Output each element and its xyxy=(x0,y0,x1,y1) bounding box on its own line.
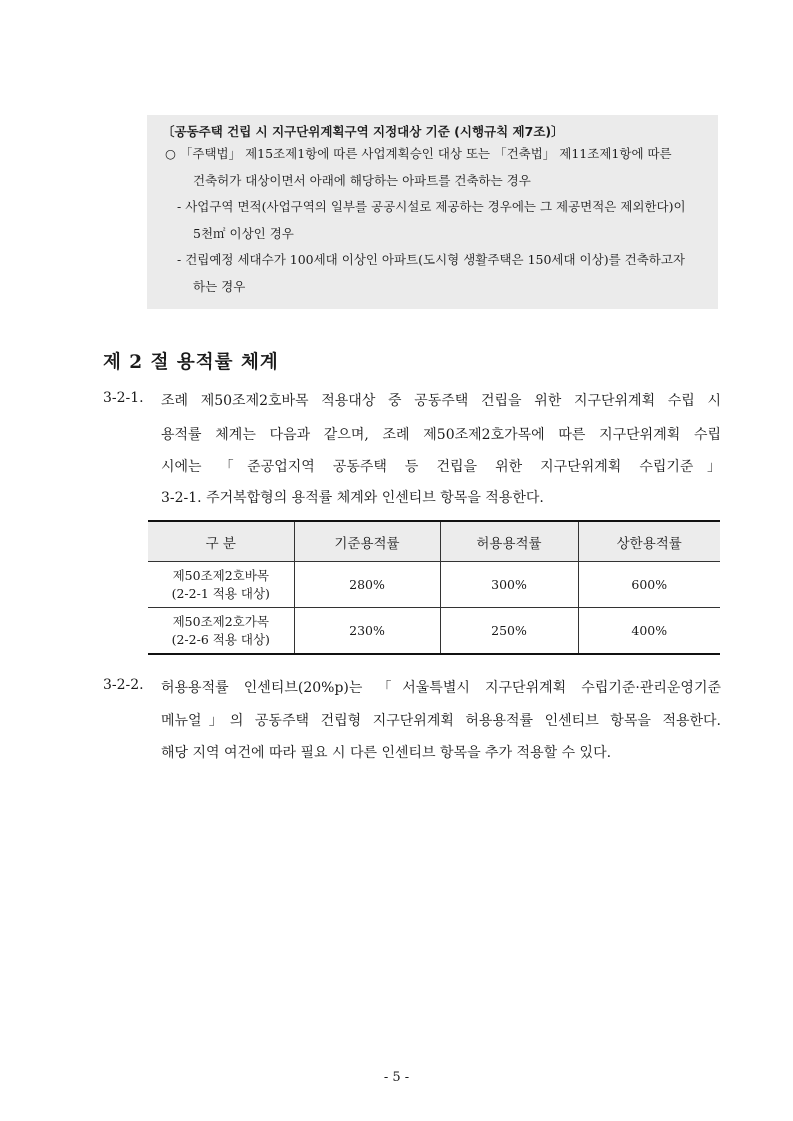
section-title: 제 2 절 용적률 체계 xyxy=(103,352,279,373)
table-header: 구 분 xyxy=(148,521,294,562)
criteria-line: 건축허가 대상이면서 아래에 해당하는 아파트를 건축하는 경우 xyxy=(193,172,531,188)
paragraph-line: 조례 제50조제2호바목 적용대상 중 공동주택 건립을 위한 지구단위계획 수립 시 xyxy=(161,393,721,409)
paragraph-line: 시에는 「준공업지역 공동주택 등 건립을 위한 지구단위계획 수립기준」 xyxy=(161,459,721,475)
table-cell: 280% xyxy=(294,562,440,608)
table-cell: 250% xyxy=(440,608,578,655)
paragraph-3-2-1 xyxy=(103,390,721,510)
table-cell: 600% xyxy=(578,562,720,608)
row-label-line: (2-2-1 적용 대상) xyxy=(171,585,270,601)
paragraph-line: 허용용적률 인센티브(20%p)는 「서울특별시 지구단위계획 수립기준·관리운영기준 xyxy=(161,680,721,696)
row-label-line: (2-2-6 적용 대상) xyxy=(171,631,270,647)
table-row xyxy=(148,562,720,608)
paragraph-3-2-2 xyxy=(103,677,721,767)
table-header-row xyxy=(148,521,720,562)
paragraph-line: 3-2-1. 주거복합형의 용적률 체계와 인센티브 항목을 적용한다. xyxy=(161,490,544,506)
table-header: 허용용적률 xyxy=(440,521,578,562)
far-table xyxy=(148,520,720,655)
paragraph-number: 3-2-1. xyxy=(103,390,144,406)
table-cell: 300% xyxy=(440,562,578,608)
criteria-line: - 사업구역 면적(사업구역의 일부를 공공시설로 제공하는 경우에는 그 제공면적은 제외한다)이 xyxy=(177,199,686,214)
paragraph-number: 3-2-2. xyxy=(103,677,144,693)
table-row-label xyxy=(148,608,294,655)
paragraph-line: 용적률 체계는 다음과 같으며, 조례 제50조제2호가목에 따른 지구단위계획 수립 xyxy=(161,427,721,443)
page-number: - 5 - xyxy=(383,1070,410,1085)
table-cell: 230% xyxy=(294,608,440,655)
criteria-box-title: 〔공동주택 건립 시 지구단위계획구역 지정대상 기준 (시행규칙 제7조)〕 xyxy=(162,124,564,139)
row-label-line: 제50조제2호가목 xyxy=(172,613,269,629)
row-label-line: 제50조제2호바목 xyxy=(172,567,269,583)
paragraph-line: 메뉴얼」의 공동주택 건립형 지구단위계획 허용용적률 인센티브 항목을 적용한다. xyxy=(161,713,721,729)
criteria-line: 하는 경우 xyxy=(193,278,246,294)
paragraph-line: 해당 지역 여건에 따라 필요 시 다른 인센티브 항목을 추가 적용할 수 있다. xyxy=(161,745,612,761)
criteria-line: - 건립예정 세대수가 100세대 이상인 아파트(도시형 생활주택은 150세대 이상)를 건축하고자 xyxy=(177,252,686,267)
criteria-box xyxy=(147,115,718,309)
criteria-line: ○ 「주택법」 제15조제1항에 따른 사업계획승인 대상 또는 「건축법」 제11조제1항에 따른 xyxy=(165,146,672,161)
table-header: 기준용적률 xyxy=(294,521,440,562)
table-cell: 400% xyxy=(578,608,720,655)
criteria-line: 5천㎡ 이상인 경우 xyxy=(193,225,294,241)
table-row-label xyxy=(148,562,294,608)
table-row xyxy=(148,608,720,655)
table-header: 상한용적률 xyxy=(578,521,720,562)
